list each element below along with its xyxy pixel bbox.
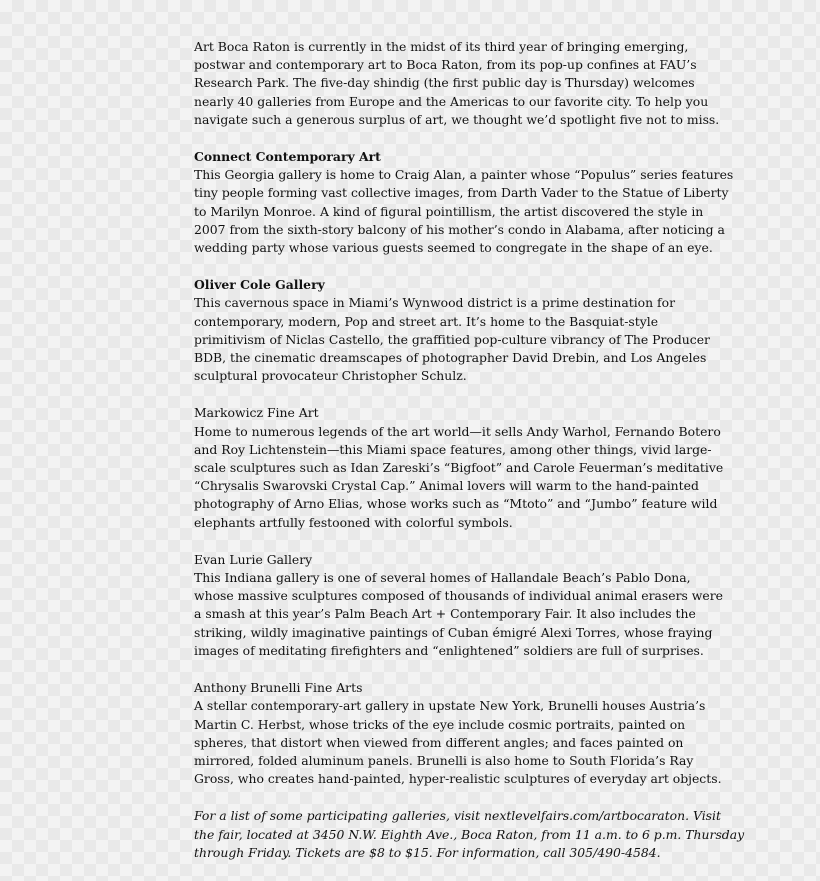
section-line: BDB, the cinematic dreamscapes of photographer David Drebin, and Los Angeles <box>194 350 707 366</box>
section-line: images of meditating firefighters and “enlightened” soldiers are full of surprises. <box>194 642 704 658</box>
section-evan-lurie-gallery <box>194 551 723 660</box>
section-line: scale sculptures such as Idan Zareski’s “Bigfoot” and Carole Feuerman’s meditative <box>194 460 724 476</box>
section-line: 2007 from the sixth-story balcony of his mother’s condo in Alabama, after noticing a <box>194 221 725 237</box>
section-connect-contemporary-art <box>194 148 734 257</box>
section-line: spheres, that distort when viewed from different angles; and faces painted on <box>194 734 684 750</box>
section-line: and Roy Lichtenstein—this Miami space features, among other things, vivid large- <box>194 441 712 457</box>
section-line: A stellar contemporary-art gallery in upstate New York, Brunelli houses Austria’s <box>194 698 706 714</box>
section-line: striking, wildly imaginative paintings of Cuban émigré Alexi Torres, whose fraying <box>194 624 713 640</box>
section-line: mirrored, folded aluminum panels. Brunelli is also home to South Florida’s Ray <box>194 752 694 768</box>
section-line: to Marilyn Monroe. A kind of figural pointillism, the artist discovered the style in <box>194 203 704 219</box>
section-heading: Markowicz Fine Art <box>194 405 319 421</box>
section-heading: Connect Contemporary Art <box>194 149 381 165</box>
section-line: Gross, who creates hand-painted, hyper-realistic sculptures of everyday art objects. <box>194 771 722 787</box>
section-oliver-cole-gallery <box>194 276 710 385</box>
section-line: wedding party whose various guests seemed to congregate in the shape of an eye. <box>194 240 713 256</box>
section-anthony-brunelli-fine-arts <box>194 679 722 788</box>
footer-line: the fair, located at 3450 N.W. Eighth Ave., Boca Raton, from 11 a.m. to 6 p.m. Thursday <box>194 826 745 842</box>
section-line: tiny people forming vast collective images, from Darth Vader to the Statue of Liberty <box>194 185 729 201</box>
intro-line: postwar and contemporary art to Boca Raton, from its pop-up confines at FAU’s <box>194 57 697 73</box>
section-line: This Indiana gallery is one of several homes of Hallandale Beach’s Pablo Dona, <box>194 570 691 586</box>
intro-line: navigate such a generous surplus of art, we thought we’d spotlight five not to miss. <box>194 111 720 127</box>
section-line: Martin C. Herbst, whose tricks of the eye include cosmic portraits, painted on <box>194 716 686 732</box>
section-line: “Chrysalis Swarovski Crystal Cap.” Animal lovers will warm to the hand-painted <box>194 478 699 494</box>
footer-line: through Friday. Tickets are $8 to $15. For information, call 305/490-4584. <box>194 844 661 860</box>
intro-line: nearly 40 galleries from Europe and the Americas to our favorite city. To help you <box>194 93 709 109</box>
section-heading: Anthony Brunelli Fine Arts <box>194 680 363 696</box>
footer-line: For a list of some participating galleries, visit nextlevelfairs.com/artbocaraton. Visit <box>194 808 721 824</box>
section-line: elephants artfully festooned with colorful symbols. <box>194 514 513 530</box>
footer-info <box>194 807 745 862</box>
section-markowicz-fine-art <box>194 404 724 531</box>
article <box>194 38 745 881</box>
intro-paragraph <box>194 38 720 129</box>
intro-line: Research Park. The five-day shindig (the first public day is Thursday) welcomes <box>194 75 695 91</box>
section-line: photography of Arno Elias, whose works such as “Mtoto” and “Jumbo” feature wild <box>194 496 718 512</box>
section-line: This cavernous space in Miami’s Wynwood district is a prime destination for <box>194 295 676 311</box>
section-line: contemporary, modern, Pop and street art. It’s home to the Basquiat-style <box>194 313 659 329</box>
section-line: Home to numerous legends of the art world—it sells Andy Warhol, Fernando Botero <box>194 423 721 439</box>
section-line: a smash at this year’s Palm Beach Art + Contemporary Fair. It also includes the <box>194 606 696 622</box>
section-line: sculptural provocateur Christopher Schulz. <box>194 368 467 384</box>
section-line: whose massive sculptures composed of thousands of individual animal erasers were <box>194 588 723 604</box>
section-line: This Georgia gallery is home to Craig Alan, a painter whose “Populus” series features <box>194 167 734 183</box>
section-heading: Evan Lurie Gallery <box>194 551 313 567</box>
intro-line: Art Boca Raton is currently in the midst of its third year of bringing emerging, <box>194 39 689 54</box>
section-heading: Oliver Cole Gallery <box>194 277 325 293</box>
section-line: primitivism of Niclas Castello, the graffitied pop-culture vibrancy of The Producer <box>194 331 710 347</box>
